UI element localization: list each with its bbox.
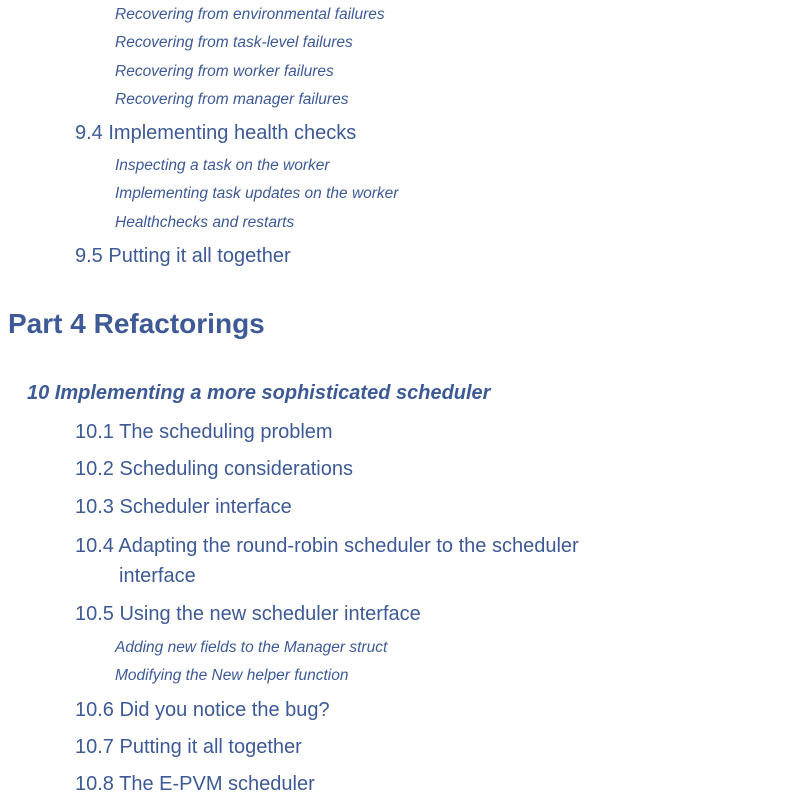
toc-subsection-link[interactable]: Adding new fields to the Manager struct bbox=[115, 639, 388, 656]
toc-section-10-6-link[interactable]: 10.6 Did you notice the bug? bbox=[75, 699, 330, 721]
toc-subsection-link[interactable]: Healthchecks and restarts bbox=[115, 214, 295, 231]
toc-section-10-1-link[interactable]: 10.1 The scheduling problem bbox=[75, 421, 333, 443]
toc-section-9-5-link[interactable]: 9.5 Putting it all together bbox=[75, 245, 291, 267]
toc-subsection-link[interactable]: Inspecting a task on the worker bbox=[115, 157, 330, 174]
toc-section-10-3-link[interactable]: 10.3 Scheduler interface bbox=[75, 496, 292, 518]
toc-part-4-heading[interactable]: Part 4 Refactorings bbox=[8, 308, 265, 339]
toc-subsection-link[interactable]: Modifying the New helper function bbox=[115, 667, 349, 684]
toc-subsection-link[interactable]: Recovering from worker failures bbox=[115, 63, 334, 80]
toc-section-9-4-link[interactable]: 9.4 Implementing health checks bbox=[75, 122, 357, 144]
toc-section-10-8-link[interactable]: 10.8 The E-PVM scheduler bbox=[75, 773, 315, 795]
toc-subsection-link[interactable]: Recovering from task-level failures bbox=[115, 34, 353, 51]
toc-chapter-10-link[interactable]: 10 Implementing a more sophisticated scheduler bbox=[27, 382, 491, 404]
toc-section-10-4-link[interactable]: 10.4 Adapting the round-robin scheduler to the scheduler bbox=[75, 535, 579, 557]
toc-subsection-link[interactable]: Recovering from manager failures bbox=[115, 91, 349, 108]
toc-section-10-2-link[interactable]: 10.2 Scheduling considerations bbox=[75, 458, 353, 480]
toc-section-10-5-link[interactable]: 10.5 Using the new scheduler interface bbox=[75, 603, 421, 625]
toc-section-10-7-link[interactable]: 10.7 Putting it all together bbox=[75, 736, 302, 758]
toc-section-10-4-link-continued[interactable]: interface bbox=[119, 565, 196, 587]
toc-subsection-link[interactable]: Recovering from environmental failures bbox=[115, 6, 385, 23]
toc-subsection-link[interactable]: Implementing task updates on the worker bbox=[115, 185, 399, 202]
